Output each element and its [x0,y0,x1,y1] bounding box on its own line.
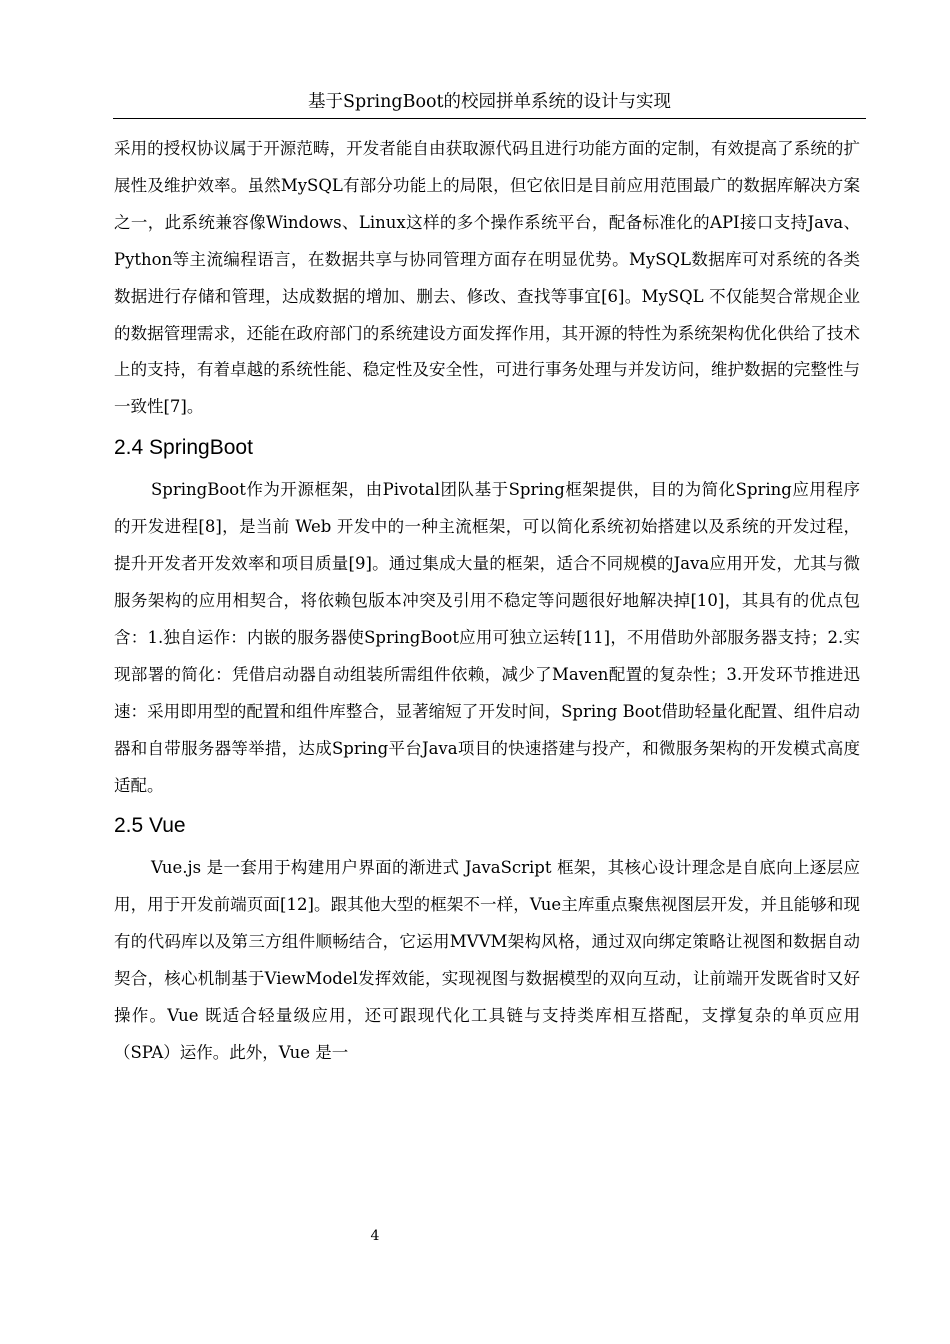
section-heading-vue: 2.5 Vue [114,814,186,838]
paragraph-springboot: SpringBoot作为开源框架，由Pivotal团队基于Spring框架提供，目的为简化Spring应用程序的开发进程[8]，是当前 Web 开发中的一种主流框架，可以简化系统初始搭建以及系统的开发过程，提升开发者开发效率和项目质量[9]。通过集成大量的框架，适合不同规模的Java应用开发，尤其与微服务架构的应用相契合，将依赖包版本冲突及引用不稳定等问题很好地解决掉[10]，其具有的优点包含：1.独自运作：内嵌的服务器使SpringBoot应用可独立运转[11]，不用借助外部服务器支持；2.实现部署的简化：凭借启动器自动组装所需组件依赖，减少了Maven配置的复杂性；3.开发环节推进迅速：采用即用型的配置和组件库整合，显著缩短了开发时间，Spring Boot借助轻量化配置、组件启动器和自带服务器等举措，达成Spring平台Java项目的快速搭建与投产，和微服务架构的开发模式高度适配。 [114,480,860,795]
page-number: 4 [370,1228,380,1244]
body-content [114,131,860,1072]
running-header: 基于SpringBoot的校园拼单系统的设计与实现 [113,86,866,119]
section-heading-springboot: 2.4 SpringBoot [114,436,253,460]
paragraph-vue: Vue.js 是一套用于构建用户界面的渐进式 JavaScript 框架，其核心设计理念是自底向上逐层应用，用于开发前端页面[12]。跟其他大型的框架不一样，Vue主库重点聚焦视图层开发，并且能够和现有的代码库以及第三方组件顺畅结合，它运用MVVM架构风格，通过双向绑定策略让视图和数据自动契合，核心机制基于ViewModel发挥效能，实现视图与数据模型的双向互动，让前端开发既省时又好操作。Vue 既适合轻量级应用，还可跟现代化工具链与支持类库相互搭配，支撑复杂的单页应用（SPA）运作。此外，Vue 是一 [114,858,860,1062]
paragraph-mysql: 采用的授权协议属于开源范畴，开发者能自由获取源代码且进行功能方面的定制，有效提高了系统的扩展性及维护效率。虽然MySQL有部分功能上的局限，但它依旧是目前应用范围最广的数据库解决方案之一，此系统兼容像Windows、Linux这样的多个操作系统平台，配备标准化的API接口支持Java、Python等主流编程语言，在数据共享与协同管理方面存在明显优势。MySQL数据库可对系统的各类数据进行存储和管理，达成数据的增加、删去、修改、查找等事宜[6]。MySQL 不仅能契合常规企业的数据管理需求，还能在政府部门的系统建设方面发挥作用，其开源的特性为系统架构优化供给了技术上的支持，有着卓越的系统性能、稳定性及安全性，可进行事务处理与并发访问，维护数据的完整性与一致性[7]。 [114,139,860,417]
